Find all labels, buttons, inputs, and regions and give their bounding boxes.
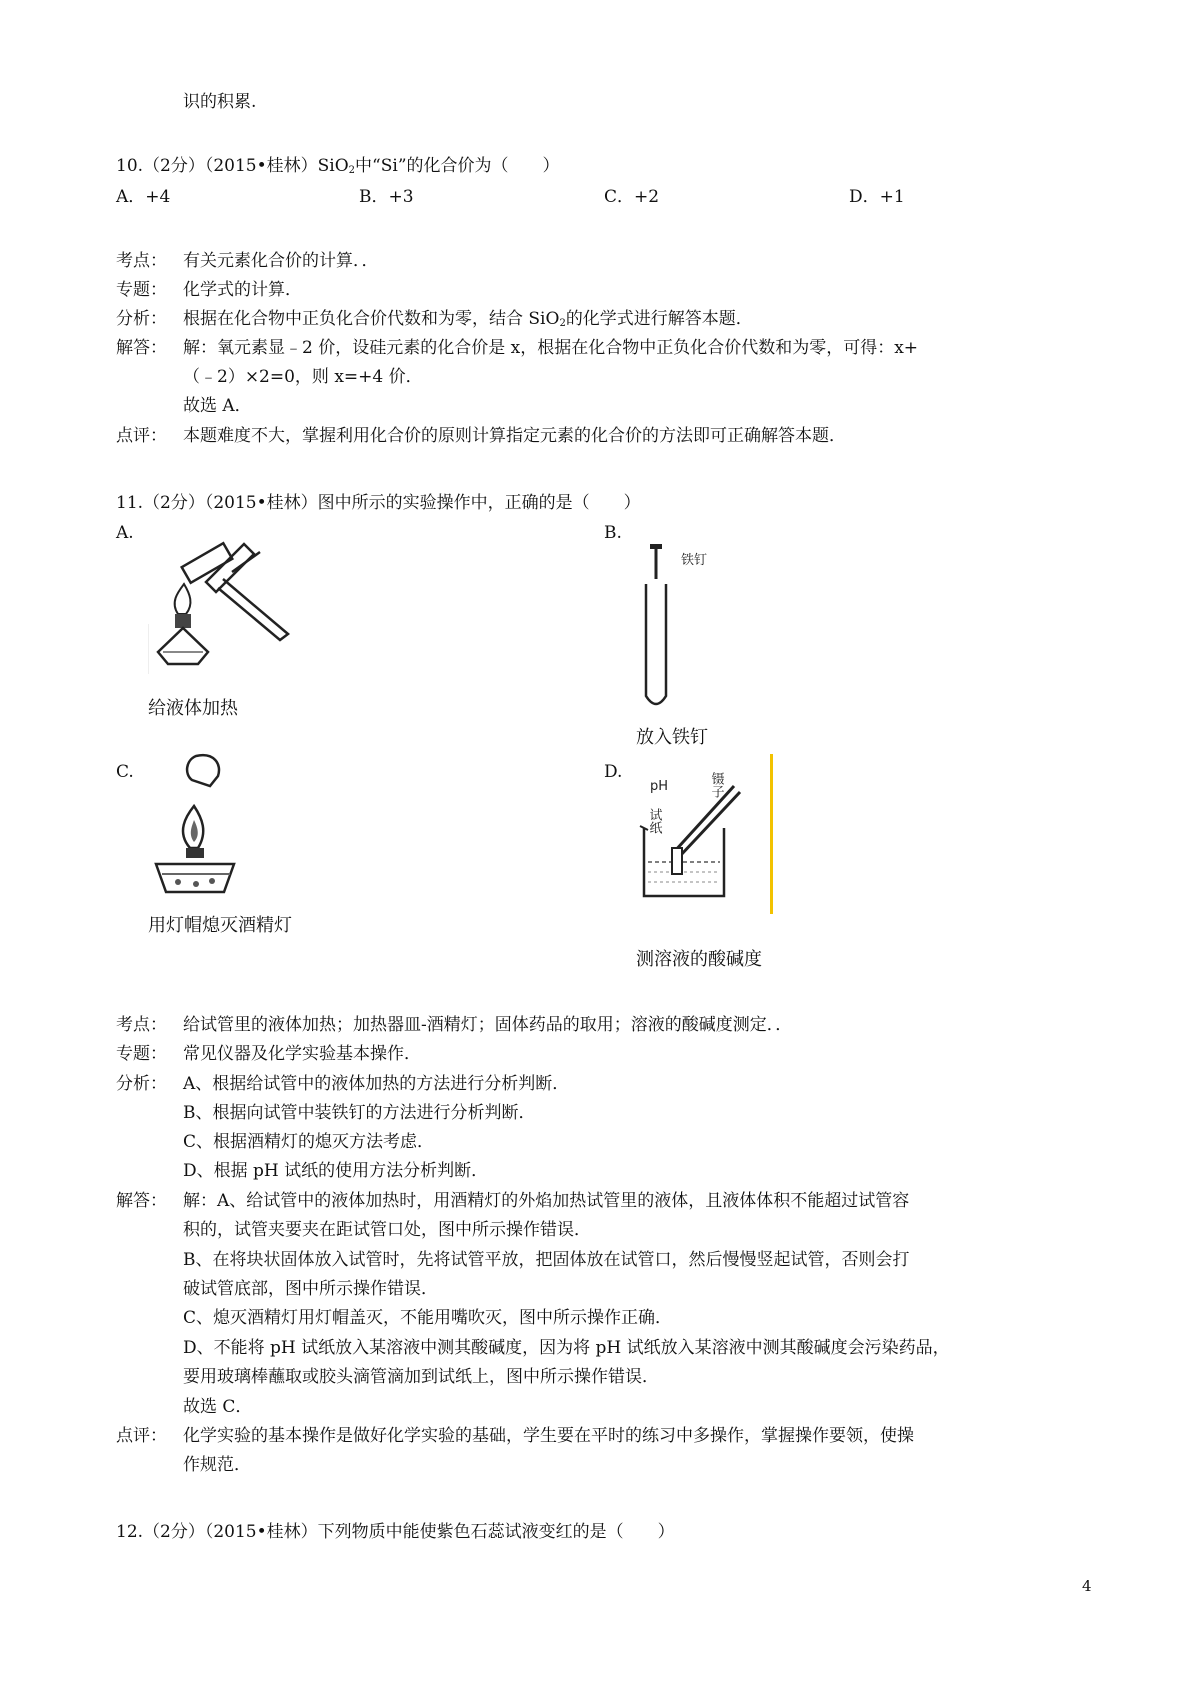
q11-option-d-label: D. <box>604 762 623 782</box>
q10-kaodian: 有关元素化合价的计算．． <box>183 251 379 271</box>
figure-d-tweezers-label: 镊子 <box>708 772 724 798</box>
figure-d-ph-label: pH <box>650 779 669 794</box>
q12-stem: 12.（2分）（2015•桂林）下列物质中能使紫色石蕊试液变红的是（ ） <box>116 1522 675 1542</box>
q11-stem: 11.（2分）（2015•桂林）图中所示的实验操作中，正确的是（ ） <box>116 493 641 513</box>
q11-jieda-line-6: D、不能将 pH 试纸放入某溶液中测其酸碱度，因为将 pH 试纸放入某溶液中测其酸碱度会污染药品， <box>183 1338 950 1358</box>
q10-jieda-line-3: 故选 A． <box>183 396 252 416</box>
q11-fenxi-line-3: C、根据酒精灯的熄灭方法考虑． <box>183 1132 435 1152</box>
figure-b-label: 铁钉 <box>681 553 708 568</box>
q10-jieda-label: 解答： <box>116 338 167 358</box>
q11-fenxi-line-4: D、根据 pH 试纸的使用方法分析判断． <box>183 1161 489 1181</box>
continuation-text: 识的积累. <box>183 92 257 112</box>
q11-kaodian-label: 考点： <box>116 1015 167 1035</box>
q11-jieda-line-7: 要用玻璃棒蘸取或胶头滴管滴加到试纸上，图中所示操作错误． <box>183 1367 659 1387</box>
q10-zhuanti: 化学式的计算． <box>183 280 302 300</box>
page-number: 4 <box>1082 1577 1092 1595</box>
figure-d-paper-label: 试纸 <box>646 808 662 834</box>
q11-jieda-label: 解答： <box>116 1191 167 1211</box>
q11-option-a-label: A. <box>116 523 134 543</box>
q11-zhuanti-label: 专题： <box>116 1044 167 1064</box>
figure-iron-nail <box>636 544 716 714</box>
figure-lamp-cap <box>148 750 248 900</box>
q10-fenxi: 根据在化合物中正负化合价代数和为零，结合 SiO$_2$的化学式进行解答本题． <box>183 309 753 329</box>
figure-d-edge-mark <box>770 754 773 914</box>
q11-fenxi-label: 分析： <box>116 1074 167 1094</box>
q11-zhuanti: 常见仪器及化学实验基本操作． <box>183 1044 421 1064</box>
q10-stem: 10.（2分）（2015•桂林）SiO$_2$中“Si”的化合价为（ ） <box>116 156 560 176</box>
q11-jieda-line-1: 解：A、给试管中的液体加热时，用酒精灯的外焰加热试管里的液体，且液体体积不能超过试管容 <box>183 1191 910 1211</box>
q11-option-c-label: C. <box>116 762 134 782</box>
q11-jieda-line-4: 破试管底部，图中所示操作错误． <box>183 1279 438 1299</box>
q11-caption-b: 放入铁钉 <box>636 727 708 748</box>
q11-dianping-line-2: 作规范． <box>183 1455 251 1475</box>
q11-jieda-line-8: 故选 C． <box>183 1397 253 1417</box>
q10-jieda-line-1: 解：氧元素显﹣2 价，设硅元素的化合价是 x，根据在化合物中正负化合价代数和为零，可得：x+ <box>183 338 919 358</box>
figure-ph-test <box>636 756 776 906</box>
q11-caption-c: 用灯帽熄灭酒精灯 <box>148 915 292 936</box>
figure-heating-liquid <box>148 534 298 689</box>
q11-jieda-line-5: C、熄灭酒精灯用灯帽盖灭，不能用嘴吹灭，图中所示操作正确． <box>183 1308 673 1328</box>
q11-option-b-label: B. <box>604 523 622 543</box>
q10-fenxi-label: 分析： <box>116 309 167 329</box>
q11-fenxi-line-2: B、根据向试管中装铁钉的方法进行分析判断． <box>183 1103 536 1123</box>
q11-kaodian: 给试管里的液体加热；加热器皿-酒精灯；固体药品的取用；溶液的酸碱度测定．． <box>183 1015 793 1035</box>
q11-jieda-line-3: B、在将块状固体放入试管时，先将试管平放，把固体放在试管口，然后慢慢竖起试管，否则会打 <box>183 1250 910 1270</box>
q11-dianping-label: 点评： <box>116 1426 167 1446</box>
q10-kaodian-label: 考点： <box>116 251 167 271</box>
q10-option-a: A．+4 <box>116 187 171 207</box>
q11-caption-d: 测溶液的酸碱度 <box>636 949 762 970</box>
q11-fenxi-line-1: A、根据给试管中的液体加热的方法进行分析判断． <box>183 1074 570 1094</box>
q10-zhuanti-label: 专题： <box>116 280 167 300</box>
q10-option-c: C．+2 <box>604 187 660 207</box>
q10-option-b: B．+3 <box>359 187 414 207</box>
q11-dianping-line-1: 化学实验的基本操作是做好化学实验的基础，学生要在平时的练习中多操作，掌握操作要领，使操 <box>183 1426 914 1446</box>
q10-dianping-label: 点评： <box>116 426 167 446</box>
q10-dianping: 本题难度不大，掌握利用化合价的原则计算指定元素的化合价的方法即可正确解答本题． <box>183 426 846 446</box>
q11-caption-a: 给液体加热 <box>148 698 238 719</box>
q11-jieda-line-2: 积的，试管夹要夹在距试管口处，图中所示操作错误． <box>183 1220 591 1240</box>
q10-option-d: D．+1 <box>849 187 905 207</box>
q10-jieda-line-2: （﹣2）×2=0，则 x=+4 价． <box>183 367 423 387</box>
